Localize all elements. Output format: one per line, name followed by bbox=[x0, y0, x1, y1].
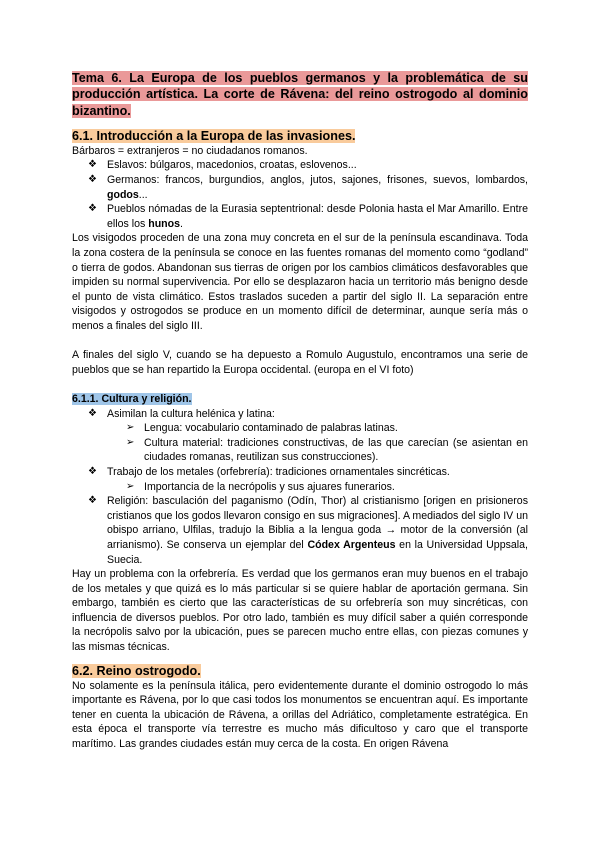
title-highlight: Tema 6. La Europa de los pueblos germanos y la problemática de su producción artística. La corte de Rávena: del reino ostrogodo al dominio bizantino. bbox=[72, 71, 528, 118]
diamond-bullet-icon: ❖ bbox=[88, 159, 97, 171]
culture-list bbox=[72, 407, 528, 568]
barbaros-definition: Bárbaros = extranjeros = no ciudadanos romanos. bbox=[72, 144, 308, 157]
arrow-bullet-icon: ➢ bbox=[126, 480, 135, 492]
sublist-item-necropolis: ➢ Importancia de la necrópolis y sus ajuares funerarios. bbox=[126, 480, 395, 493]
list-item-eslavos: ❖ Eslavos: búlgaros, macedonios, croatas, eslovenos... bbox=[88, 159, 357, 172]
sublist-item-cultura-material: ➢ Cultura material: tradiciones constructivas, de las que carecían (se asientan en ciudades romanas, reutilizan sus construcciones). bbox=[126, 436, 528, 464]
sublist-item-lengua: ➢ Lengua: vocabulario contaminado de palabras latinas. bbox=[126, 422, 398, 435]
diamond-bullet-icon: ❖ bbox=[88, 407, 97, 419]
paragraph-ravena: No solamente es la península itálica, pero evidentemente durante el dominio ostrogodo lo más importante es Rávena, por lo que casi todos los monumentos se encuentran aquí. Es importante tener en cuenta la ubicación de Rávena, a orillas del Adriático, completamente estratégica. En esta época el transporte vía terrestre es mucho más dificultoso y caro que el transporte marítimo. Las grandes ciudades están muy cerca de la costa. En origen Rávena bbox=[72, 679, 528, 751]
section-6-1-1-heading: 6.1.1. Cultura y religión. bbox=[72, 392, 192, 405]
diamond-bullet-icon: ❖ bbox=[88, 203, 97, 215]
peoples-list bbox=[72, 158, 528, 231]
arrow-bullet-icon: ➢ bbox=[126, 422, 135, 434]
list-item-nomadas: ❖ Pueblos nómadas de la Eurasia septentrional: desde Polonia hasta el Mar Amarillo. Entre ellos los hunos. bbox=[88, 203, 528, 230]
diamond-bullet-icon: ❖ bbox=[88, 465, 97, 477]
list-item-metales: ❖ Trabajo de los metales (orfebrería): tradiciones ornamentales sincréticas. bbox=[88, 465, 450, 478]
diamond-bullet-icon: ❖ bbox=[88, 495, 97, 507]
paragraph-siglo-v: A finales del siglo V, cuando se ha depuesto a Romulo Augustulo, encontramos una serie de pueblos que se han repartido la Europa occidental. (europa en el VI foto) bbox=[72, 349, 528, 376]
arrow-bullet-icon: ➢ bbox=[126, 436, 135, 448]
paragraph-visigodos: Los visigodos proceden de una zona muy concreta en el sur de la península escandinava. Toda la zona costera de la península se conoce en las fuentes romanas del momento como “godland” o tierra de godos. Abandonan sus tierras de origen por los cambios climáticos desfavorables que impiden su normal supervivencia. Por ello se desplazaron hacia un territorio más benigno desde el punto de vista climático. Estos traslados suceden a partir del siglo II. La separación entre visigodos y ostrogodos se produce en un momento difícil de determinar, aunque sería más o menos a finales del siglo III. bbox=[72, 232, 528, 333]
section-6-2-heading: 6.2. Reino ostrogodo. bbox=[72, 663, 201, 678]
diamond-bullet-icon: ❖ bbox=[88, 174, 97, 186]
document-title bbox=[72, 70, 528, 119]
document-content bbox=[72, 70, 528, 752]
list-item-cultura: ❖ Asimilan la cultura helénica y latina: bbox=[88, 407, 275, 420]
list-item-religion: ❖ Religión: basculación del paganismo (Odín, Thor) al cristianismo [origen en prisioneros cristianos que los godos llevaron consigo en sus migraciones]. A mediados del siglo IV un obispo arriano, Ulfilas, tradujo la Biblia a la lengua goda → motor de la conversión (al arrianismo). Se conserva un ejemplar del Códex Argenteus en la Universidad Uppsala, Suecia. bbox=[88, 495, 528, 566]
section-6-1-heading: 6.1. Introducción a la Europa de las invasiones. bbox=[72, 128, 356, 143]
list-item-germanos: ❖ Germanos: francos, burgundios, anglos, jutos, sajones, frisones, suevos, lombardos, godos... bbox=[88, 174, 528, 201]
paragraph-orfebreria: Hay un problema con la orfebrería. Es verdad que los germanos eran muy buenos en el trabajo de los metales y que quizá es lo más particular si se quiere hablar de aportación germana. Sin embargo, también es cierto que las características de su orfebrería son muy sincréticas, con influencia de diversos pueblos. Por otro lado, también es muy difícil saber a quién corresponde la necrópolis salvo por la ubicación, pues se parecen mucho entre ellas, con piezas comunes y las mismas técnicas. bbox=[72, 568, 528, 654]
